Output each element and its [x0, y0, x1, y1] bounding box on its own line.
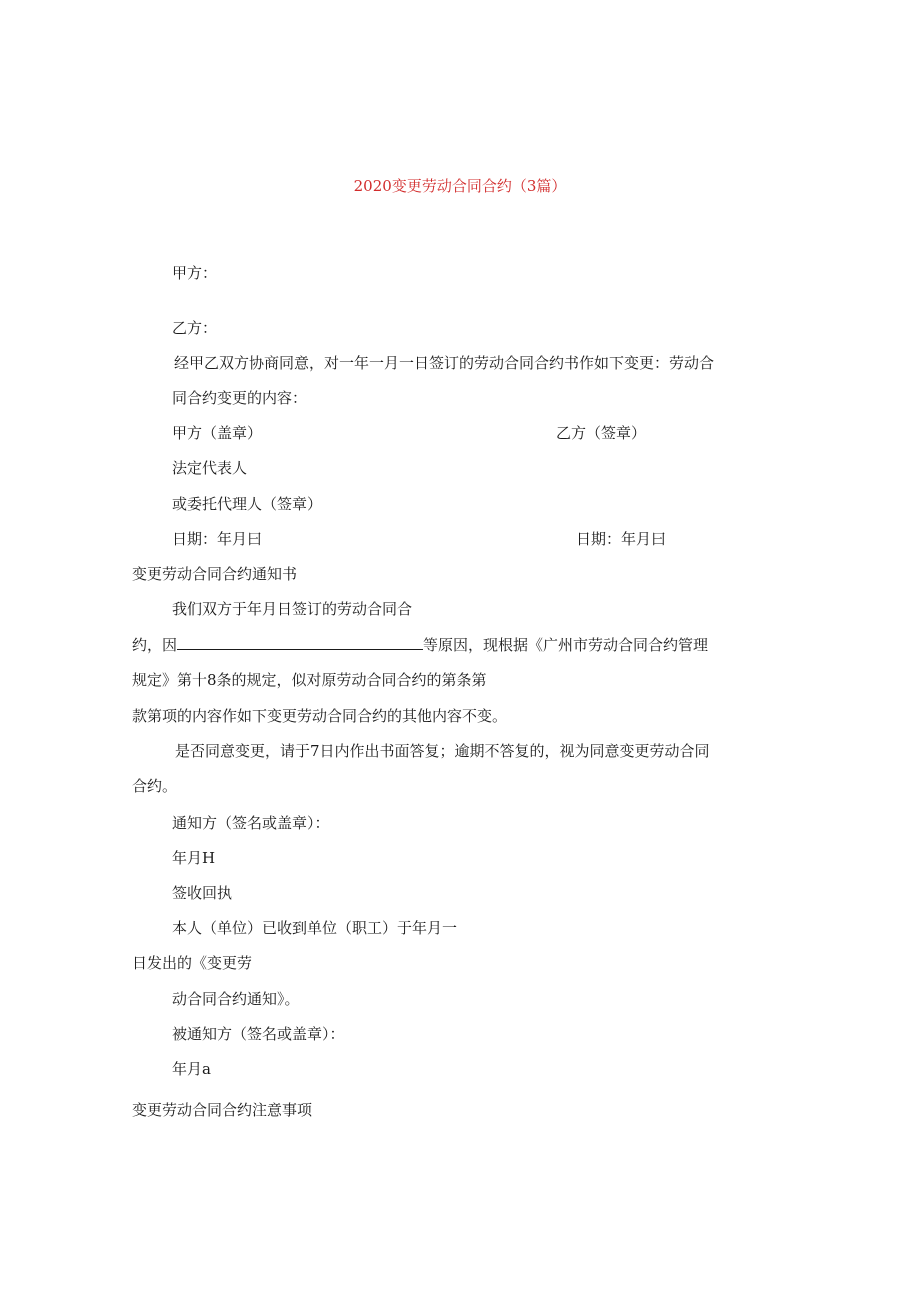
- party-b-seal: 乙方（签章）: [556, 424, 647, 442]
- notes-heading: 变更劳动合同合约注意事项: [132, 1101, 313, 1119]
- date-right: 日期：年月曰: [576, 530, 667, 548]
- notice-p1-line-2: [132, 635, 708, 655]
- notice-p2-line-1: 是否同意变更，请于7日内作出书面答复；逾期不答复的，视为同意变更劳动合同: [175, 742, 710, 760]
- notice-p1-line-4: 款第项的内容作如下变更劳动合同合约的其他内容不变。: [132, 707, 508, 725]
- receipt-line-2: 日发出的《变更劳: [132, 954, 253, 972]
- notice-p1-line-1: 我们双方于年月日签订的劳动合同合: [172, 600, 413, 618]
- date-left: 日期：年月曰: [172, 530, 263, 548]
- party-b-label: 乙方：: [172, 319, 218, 337]
- notice-p1-line-2-prefix: 约，因: [132, 636, 178, 654]
- notice-p1-line-3: 规定》第十8条的规定，似对原劳动合同合约的第条第: [132, 671, 487, 689]
- notifier-signature: 通知方（签名或盖章）：: [172, 814, 330, 832]
- recipient-signature: 被通知方（签名或盖章）：: [172, 1025, 345, 1043]
- party-a-label: 甲方：: [172, 264, 218, 282]
- reason-blank-field: [177, 635, 423, 650]
- notifier-date: 年月H: [172, 849, 216, 867]
- intro-line-2: 同合约变更的内容：: [172, 389, 308, 407]
- receipt-heading: 签收回执: [172, 884, 233, 902]
- intro-line-1: 经甲乙双方协商同意，对一年一月一日签订的劳动合同合约书作如下变更：劳动合: [174, 354, 715, 372]
- document-title: 2020变更劳动合同合约（3篇）: [353, 177, 567, 195]
- authorized-agent: 或委托代理人（签章）: [172, 495, 323, 513]
- receipt-line-3: 动合同合约通知》。: [172, 990, 300, 1008]
- party-a-seal: 甲方（盖章）: [172, 424, 263, 442]
- notice-p2-line-2: 合约。: [132, 777, 178, 795]
- recipient-date: 年月a: [172, 1060, 211, 1078]
- legal-representative: 法定代表人: [172, 459, 248, 477]
- receipt-line-1: 本人（单位）已收到单位（职工）于年月一: [172, 919, 458, 937]
- notice-heading: 变更劳动合同合约通知书: [132, 565, 298, 583]
- notice-p1-line-2-suffix: 等原因，现根据《广州市劳动合同合约管理: [423, 636, 709, 654]
